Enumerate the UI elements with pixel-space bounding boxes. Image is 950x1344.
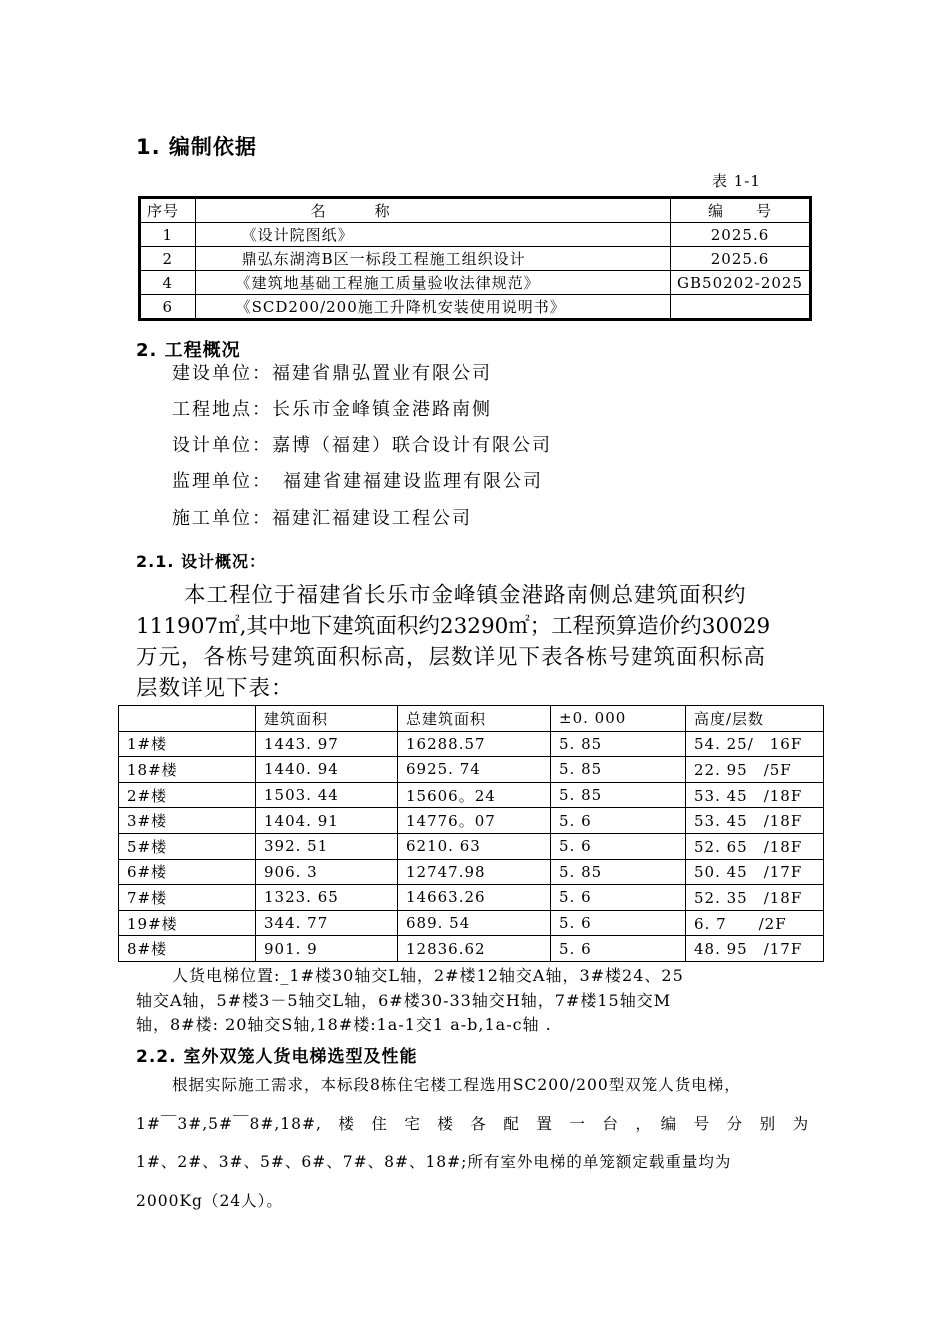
table-row (119, 910, 824, 936)
cell-height-floors: 22. 95 /5F (686, 757, 824, 783)
table-row (119, 731, 824, 757)
elevator-position-line: 轴，8#楼: 20轴交S轴,18#楼:1a-1交1 a-b,1a-c轴 . (136, 1015, 552, 1034)
section-1-title: 1. 编制依据 (136, 135, 257, 159)
reference-table (138, 196, 812, 321)
cell-building: 19#楼 (119, 910, 256, 936)
cell-building: 2#楼 (119, 782, 256, 808)
header-code: 编 号 (671, 198, 811, 223)
cell-elevation: 5. 6 (551, 808, 686, 834)
elevator-position-line: 轴交A轴，5#楼3－5轴交L轴，6#楼30-33轴交H轴，7#楼15轴交M (136, 991, 672, 1010)
design-para-line: 本工程位于福建省长乐市金峰镇金港路南侧总建筑面积约 (184, 583, 747, 608)
design-para-line: 111907㎡,其中地下建筑面积约23290㎡；工程预算造价约30029 (136, 614, 771, 639)
cell-elevation: 5. 6 (551, 885, 686, 911)
header-index: 序号 (140, 198, 196, 223)
table-header-row (119, 706, 824, 732)
cell-height-floors: 53. 45 /18F (686, 808, 824, 834)
row-code (671, 295, 811, 320)
cell-area: 1323. 65 (256, 885, 398, 911)
design-para-line: 万元，各栋号建筑面积标高，层数详见下表各栋号建筑面积标高 (136, 645, 767, 670)
row-code: 2025.6 (671, 247, 811, 271)
info-designer: 设计单位：嘉博（福建）联合设计有限公司 (172, 435, 552, 456)
cell-building: 3#楼 (119, 808, 256, 834)
row-name: 《SCD200/200施工升降机安装使用说明书》 (195, 295, 670, 320)
row-index: 4 (140, 271, 196, 295)
cell-area: 906. 3 (256, 859, 398, 885)
table-row (140, 247, 811, 271)
info-owner: 建设单位：福建省鼎弘置业有限公司 (172, 363, 492, 384)
selection-line: 根据实际施工需求，本标段8栋住宅楼工程选用SC200/200型双笼人货电梯， (172, 1076, 741, 1094)
info-supervisor: 监理单位： 福建省建福建设监理有限公司 (172, 471, 543, 492)
cell-total-area: 689. 54 (398, 910, 551, 936)
cell-area: 1440. 94 (256, 757, 398, 783)
cell-area: 344. 77 (256, 910, 398, 936)
row-index: 1 (140, 223, 196, 247)
cell-height-floors: 53. 45 /18F (686, 782, 824, 808)
cell-building: 18#楼 (119, 757, 256, 783)
cell-area: 1404. 91 (256, 808, 398, 834)
cell-elevation: 5. 85 (551, 757, 686, 783)
row-name: 《设计院图纸》 (195, 223, 670, 247)
selection-line: 1#￣3#,5#￣8#,18#, 楼 住 宅 楼 各 配 置 一 台 ， 编 号 分 别 为 (136, 1115, 810, 1133)
table-row (140, 271, 811, 295)
cell-area: 392. 51 (256, 833, 398, 859)
cell-total-area: 14776。07 (398, 808, 551, 834)
cell-height-floors: 52. 35 /18F (686, 885, 824, 911)
building-table (118, 705, 824, 962)
cell-total-area: 15606。24 (398, 782, 551, 808)
cell-building: 1#楼 (119, 731, 256, 757)
cell-building: 5#楼 (119, 833, 256, 859)
table-row (119, 782, 824, 808)
cell-area: 1503. 44 (256, 782, 398, 808)
cell-total-area: 14663.26 (398, 885, 551, 911)
row-index: 6 (140, 295, 196, 320)
elevator-position-line: 人货电梯位置:_1#楼30轴交L轴，2#楼12轴交A轴，3#楼24、25 (172, 966, 684, 985)
table-row (119, 833, 824, 859)
table-row (119, 808, 824, 834)
cell-total-area: 12836.62 (398, 936, 551, 962)
cell-total-area: 6925. 74 (398, 757, 551, 783)
section-2-1-title: 2.1. 设计概况： (136, 552, 266, 571)
table-header-row (140, 198, 811, 223)
cell-total-area: 12747.98 (398, 859, 551, 885)
header-total-area: 总建筑面积 (398, 706, 551, 732)
table-row (119, 757, 824, 783)
section-2-title: 2. 工程概况 (136, 340, 241, 361)
table-row (140, 223, 811, 247)
cell-building: 6#楼 (119, 859, 256, 885)
cell-elevation: 5. 6 (551, 833, 686, 859)
cell-height-floors: 52. 65 /18F (686, 833, 824, 859)
cell-elevation: 5. 85 (551, 782, 686, 808)
cell-area: 1443. 97 (256, 731, 398, 757)
section-2-2-title: 2.2. 室外双笼人货电梯选型及性能 (136, 1047, 418, 1067)
cell-height-floors: 48. 95 /17F (686, 936, 824, 962)
cell-elevation: 5. 85 (551, 731, 686, 757)
selection-line: 1#、2#、3#、5#、6#、7#、8#、18#;所有室外电梯的单笼额定载重量均为 (136, 1153, 732, 1171)
info-location: 工程地点：长乐市金峰镇金港路南侧 (172, 399, 492, 420)
table-1-caption: 表 1-1 (712, 172, 761, 190)
cell-height-floors: 50. 45 /17F (686, 859, 824, 885)
table-row (140, 295, 811, 320)
table-row (119, 885, 824, 911)
row-name: 鼎弘东湖湾B区一标段工程施工组织设计 (195, 247, 670, 271)
cell-total-area: 16288.57 (398, 731, 551, 757)
header-building (119, 706, 256, 732)
table-row (119, 859, 824, 885)
header-height-floors: 高度/层数 (686, 706, 824, 732)
cell-height-floors: 6. 7 /2F (686, 910, 824, 936)
table-row (119, 936, 824, 962)
header-area: 建筑面积 (256, 706, 398, 732)
cell-building: 8#楼 (119, 936, 256, 962)
row-index: 2 (140, 247, 196, 271)
row-name: 《建筑地基础工程施工质量验收法律规范》 (195, 271, 670, 295)
row-code: 2025.6 (671, 223, 811, 247)
cell-total-area: 6210. 63 (398, 833, 551, 859)
header-name: 名 称 (195, 198, 670, 223)
design-para-line: 层数详见下表： (136, 676, 294, 701)
cell-area: 901. 9 (256, 936, 398, 962)
info-contractor: 施工单位：福建汇福建设工程公司 (172, 508, 472, 529)
row-code: GB50202-2025 (671, 271, 811, 295)
selection-line: 2000Kg（24人）。 (136, 1192, 283, 1210)
cell-height-floors: 54. 25/ 16F (686, 731, 824, 757)
cell-elevation: 5. 6 (551, 936, 686, 962)
header-elevation: ±0. 000 (551, 706, 686, 732)
cell-elevation: 5. 85 (551, 859, 686, 885)
cell-building: 7#楼 (119, 885, 256, 911)
cell-elevation: 5. 6 (551, 910, 686, 936)
